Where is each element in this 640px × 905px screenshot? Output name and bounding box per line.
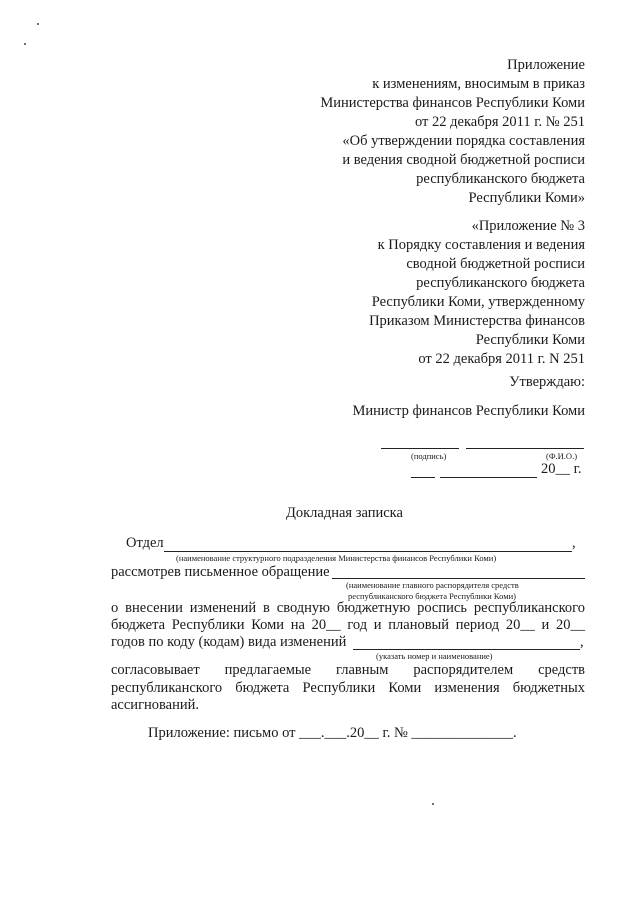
header-line: республиканского бюджета xyxy=(416,275,585,291)
scan-speck xyxy=(37,23,39,25)
review-caption-1: (наименование главного распорядителя средств xyxy=(346,580,519,590)
header-line: сводной бюджетной росписи xyxy=(406,256,585,272)
header-line: Республики Коми xyxy=(475,332,585,348)
scan-speck xyxy=(432,803,434,805)
body-line: республиканского бюджета Республики Коми изменения бюджетных xyxy=(111,680,585,696)
name-line xyxy=(466,448,584,449)
approve-label: Утверждаю: xyxy=(509,374,585,390)
code-fill-line xyxy=(353,649,580,650)
appendix-3-header xyxy=(369,217,585,369)
body-line: согласовывает предлагаемые главным распорядителем средств xyxy=(111,662,585,678)
date-day-line xyxy=(411,477,435,478)
header-line: от 22 декабря 2011 г. № 251 xyxy=(415,114,585,130)
header-line: республиканского бюджета xyxy=(416,171,585,187)
header-line: Республики Коми, утвержденному xyxy=(371,294,585,310)
header-line: Республики Коми» xyxy=(468,190,585,206)
date-month-line xyxy=(440,477,537,478)
header-line: Приказом Министерства финансов xyxy=(369,313,585,329)
signature-line xyxy=(381,448,459,449)
document-title: Докладная записка xyxy=(286,505,403,521)
dept-label: Отдел xyxy=(126,535,164,551)
body-line: ассигнований. xyxy=(111,697,200,713)
header-line: Министерства финансов Республики Коми xyxy=(320,95,585,111)
body-line: бюджета Республики Коми на 20__ год и плановый период 20__ и 20__ xyxy=(111,617,585,633)
header-line: к изменениям, вносимым в приказ xyxy=(372,76,585,92)
name-caption: (Ф.И.О.) xyxy=(546,451,578,461)
code-comma: , xyxy=(580,634,584,650)
review-label: рассмотрев письменное обращение xyxy=(111,564,330,580)
header-line: от 22 декабря 2011 г. N 251 xyxy=(418,351,585,367)
scan-speck xyxy=(24,43,26,45)
header-line: Приложение xyxy=(507,57,585,73)
approve-date-year: 20__ г. xyxy=(541,461,582,477)
body-line: о внесении изменений в сводную бюджетную роспись республиканского xyxy=(111,600,585,616)
signature-caption: (подпись) xyxy=(411,451,447,461)
header-line: «Об утверждении порядка составления xyxy=(342,133,585,149)
approver-position: Министр финансов Республики Коми xyxy=(352,403,585,419)
attachment-line: Приложение: письмо от ___.___.20__ г. № ______________. xyxy=(148,725,517,741)
body-line: годов по коду (кодам) вида изменений xyxy=(111,634,347,650)
review-caption-2: республиканского бюджета Республики Коми) xyxy=(348,591,516,601)
header-line: и ведения сводной бюджетной росписи xyxy=(342,152,585,168)
review-fill-line xyxy=(332,578,585,579)
dept-comma: , xyxy=(572,535,576,551)
dept-caption: (наименование структурного подразделения Министерства финансов Республики Коми) xyxy=(176,553,497,563)
header-line: «Приложение № 3 xyxy=(471,218,585,234)
dept-fill-line xyxy=(164,551,572,552)
code-caption: (указать номер и наименование) xyxy=(376,651,493,661)
appendix-header xyxy=(320,56,585,208)
header-line: к Порядку составления и ведения xyxy=(377,237,585,253)
